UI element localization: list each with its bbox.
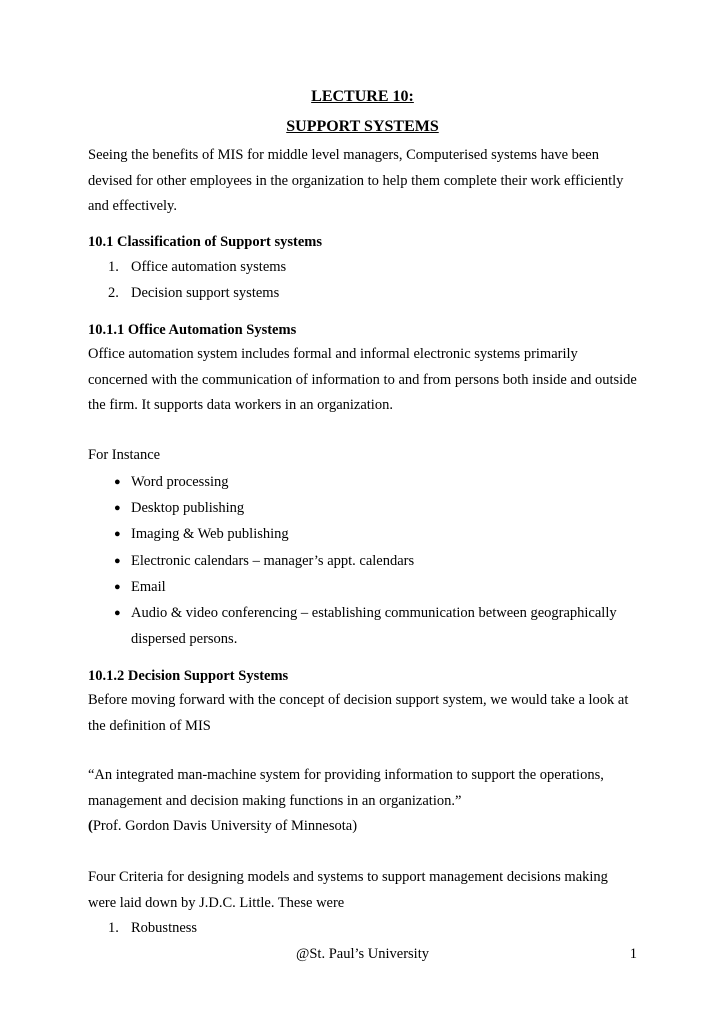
footer-university: @St. Paul’s University	[296, 946, 429, 962]
intro-paragraph: Seeing the benefits of MIS for middle level managers, Computerised systems have been devised for other employees in the organization to help them complete their work efficiently and effectively.	[88, 147, 624, 214]
classification-list	[88, 254, 286, 306]
section-heading-office-automation: 10.1.1 Office Automation Systems	[88, 322, 297, 338]
decision-support-paragraph: Before moving forward with the concept of decision support system, we would take a look at the definition of MIS	[88, 692, 629, 734]
bullet-icon: ●	[114, 554, 121, 567]
section-heading-decision-support: 10.1.2 Decision Support Systems	[88, 668, 289, 684]
list-item	[88, 574, 648, 600]
bullet-icon: ●	[114, 528, 121, 541]
list-item-text: Robustness	[131, 920, 198, 936]
mis-definition-quote: “An integrated man-machine system for providing information to support the operations, management and decision making functions in an organization.”	[88, 767, 604, 809]
list-item	[88, 280, 286, 306]
list-item	[88, 495, 648, 521]
list-item-text: Imaging & Web publishing	[131, 526, 289, 543]
list-item	[88, 600, 648, 652]
list-number: 1.	[108, 920, 119, 936]
attribution-text: Prof. Gordon Davis University of Minnesota)	[92, 818, 358, 834]
list-item	[88, 469, 648, 495]
list-item	[88, 254, 286, 280]
quote-attribution	[88, 814, 638, 840]
list-item-text: Electronic calendars – manager’s appt. calendars	[131, 552, 415, 569]
footer-page-number: 1	[629, 946, 637, 962]
list-item	[88, 915, 197, 941]
list-item-text: Audio & video conferencing – establishing communication between geographically dispersed persons.	[131, 605, 617, 648]
bullet-icon: ●	[114, 502, 121, 515]
list-item	[88, 548, 648, 574]
bullet-icon: ●	[114, 607, 121, 620]
list-item-text: Office automation systems	[131, 259, 287, 275]
page-subtitle: SUPPORT SYSTEMS	[286, 118, 439, 135]
office-automation-paragraph: Office automation system includes formal and informal electronic systems primarily concerned with the communication of information to and from persons both inside and outside the firm. It supports data workers in an organization.	[88, 346, 637, 413]
list-number: 1.	[108, 259, 119, 275]
criteria-paragraph: Four Criteria for designing models and systems to support management decisions making were laid down by J.D.C. Little. These were	[88, 869, 608, 911]
office-automation-examples	[88, 469, 648, 652]
attribution-paren: (	[88, 818, 93, 834]
list-number: 2.	[108, 285, 119, 302]
page-title: LECTURE 10:	[311, 88, 414, 105]
list-item-text: Desktop publishing	[131, 500, 245, 517]
list-item-text: Word processing	[131, 474, 229, 490]
bullet-icon: ●	[114, 476, 121, 488]
list-item	[88, 521, 648, 547]
list-item-text: Decision support systems	[131, 285, 280, 302]
bullet-icon: ●	[114, 580, 121, 593]
for-instance-label: For Instance	[88, 447, 161, 463]
section-heading-classification: 10.1 Classification of Support systems	[88, 234, 323, 250]
list-item-text: Email	[131, 578, 166, 595]
criteria-list	[88, 915, 197, 941]
